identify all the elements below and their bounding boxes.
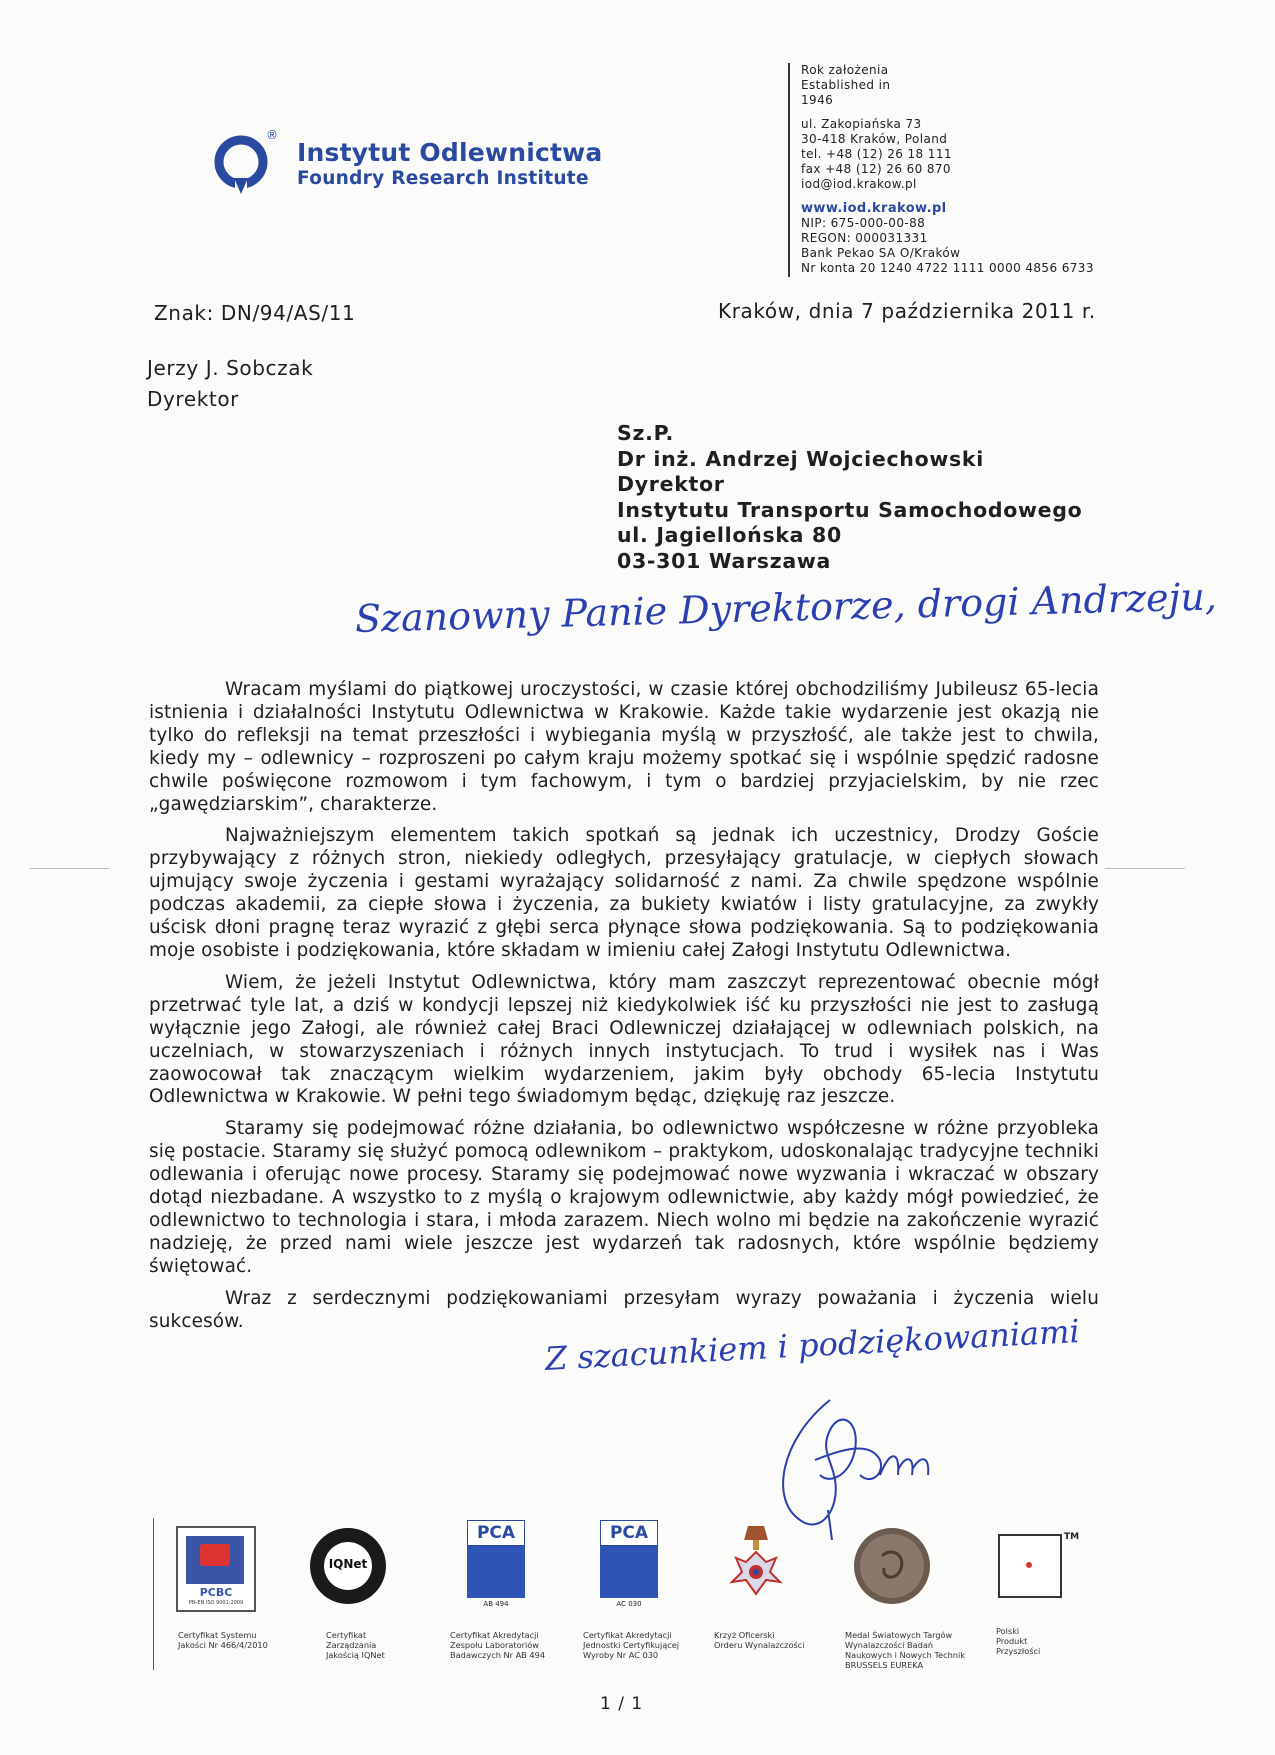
phone: tel. +48 (12) 26 18 111 (801, 147, 952, 162)
reference-number: Znak: DN/94/AS/11 (154, 301, 356, 325)
certificate-caption: Medal Światowych Targów Wynalazczości Badań Naukowych i Nowych Technik BRUSSELS EUREKA (845, 1630, 966, 1670)
founded-year: 1946 (801, 93, 834, 108)
registered-mark: ® (266, 128, 278, 142)
email: iod@iod.krakow.pl (801, 177, 917, 192)
handwritten-salutation: Szanowny Panie Dyrektorze, drogi Andrzeju, (354, 574, 1218, 641)
institute-name-pl: Instytut Odlewnictwa (297, 138, 603, 167)
footer-rule (153, 1518, 154, 1670)
pcbc-logo-subtext: PN-EN ISO 9001:2009 (188, 1600, 244, 1606)
eureka-medal-icon (852, 1526, 932, 1606)
pca-ac030-logo (600, 1520, 656, 1610)
founded-label-en: Established in (801, 78, 891, 93)
letter-body (149, 679, 1099, 1342)
nip: NIP: 675-000-00-88 (801, 215, 926, 230)
pcbc-certificate-logo (176, 1526, 256, 1612)
certificate-caption: Krzyż Oficerski Orderu Wynalazczości (714, 1630, 805, 1650)
pca-ab494-logo (467, 1520, 523, 1610)
margin-rule (30, 868, 110, 869)
regon: REGON: 000031331 (801, 231, 928, 246)
pca-logo-code: AB 494 (483, 1600, 509, 1608)
iqnet-logo-text: IQNet (328, 1557, 368, 1571)
letterhead-info (788, 63, 1094, 277)
website-link[interactable]: www.iod.krakow.pl (801, 200, 947, 216)
pcbc-logo-text: PCBC (199, 1586, 233, 1599)
body-paragraph: Wracam myślami do piątkowej uroczystości, w czasie której obchodziliśmy Jubileusz 65-lecia istnienia i działalności Instytutu Odlewnictwa w Krakowie. Każde takie wydarzenie jest okazją nie tylko do refleksji na temat przeszłości i wybiegania myślą w przyszłość, ale także jest to chwila, kiedy my – odlewnicy – rozproszeni po całym kraju możemy spotkać się i wspólnie spędzić radosne chwile poświęcone rozmowom i tym fachowym, i tym o bardziej przyjacielskim, by nie rzec „gawędziarskim”, charakterze. (149, 679, 1099, 815)
page-number: 1 / 1 (600, 1694, 644, 1714)
recipient-city: 03-301 Warszawa (617, 548, 832, 573)
address-city: 30-418 Kraków, Poland (801, 131, 948, 146)
sender-title: Dyrektor (147, 387, 240, 411)
margin-rule (1105, 868, 1185, 869)
order-cross-icon (726, 1522, 786, 1608)
body-paragraph: Staramy się podejmować różne działania, bo odlewnictwo współczesne w różne przyobleka się postacie. Staramy się służyć pomocą odlewnikom – praktykom, udoskonalając tradycyjne techniki odlewania i oferując nowe procesy. Staramy się podejmować nowe wyzwania i wkraczać w obszary dotąd niezbadane. A wszystko to z myślą o krajowym odlewnictwie, aby każdy mógł powiedzieć, że odlewnictwo to technologia i stara, i młoda zarazem. Niech wolno mi będzie na zakończenie wyrazić nadzieję, że przed nami wiele jeszcze jest wydarzeń tak radosnych, które wspólnie będziemy świętować. (149, 1118, 1099, 1277)
iqnet-certificate-logo (310, 1528, 386, 1604)
pca-logo-text: PCA (600, 1520, 658, 1546)
recipient-institution: Instytutu Transportu Samochodowego (617, 497, 1083, 522)
certificate-caption: Certyfikat Akredytacji Zespołu Laboratoriów Badawczych Nr AB 494 (450, 1630, 546, 1660)
institute-logo-icon (212, 134, 274, 196)
recipient-block (617, 421, 1082, 574)
certificate-caption: Certyfikat Systemu Jakości Nr 466/4/2010 (178, 1630, 268, 1650)
certificate-caption: Polski Produkt Przyszłości (996, 1626, 1041, 1656)
sender-name: Jerzy J. Sobczak (147, 356, 314, 380)
certificate-caption: Certyfikat Akredytacji Jednostki Certyfikującej Wyroby Nr AC 030 (583, 1630, 680, 1660)
pca-logo-code: AC 030 (616, 1600, 642, 1608)
letter-date: Kraków, dnia 7 października 2011 r. (718, 299, 1096, 323)
signature-icon (760, 1380, 980, 1540)
founded-label-pl: Rok założenia (801, 63, 889, 77)
handwritten-closing: Z szacunkiem i podziękowaniami (544, 1312, 1081, 1378)
address-street: ul. Zakopiańska 73 (801, 116, 922, 131)
institute-name-en: Foundry Research Institute (297, 168, 589, 189)
trademark-mark: TM (1064, 1532, 1080, 1542)
fax: fax +48 (12) 26 60 870 (801, 162, 951, 177)
body-paragraph: Wraz z serdecznymi podziękowaniami przesyłam wyrazy poważania i życzenia wielu sukcesów. (149, 1287, 1099, 1332)
pca-logo-text: PCA (467, 1520, 525, 1546)
recipient-name: Dr inż. Andrzej Wojciechowski (617, 446, 984, 471)
sender-block (147, 353, 313, 415)
recipient-title: Dyrektor (617, 472, 725, 496)
recipient-prefix: Sz.P. (617, 421, 675, 445)
polski-produkt-logo (998, 1534, 1062, 1598)
bank: Bank Pekao SA O/Kraków (801, 246, 961, 261)
certificate-caption: Certyfikat Zarządzania Jakością IQNet (326, 1630, 385, 1660)
body-paragraph: Najważniejszym elementem takich spotkań są jednak ich uczestnicy, Drodzy Goście przybywający z różnych stron, niekiedy odległych, przesyłający gratulacje, w ciepłych słowach ujmujący swoje życzenia i gestami wyrażający solidarność z nami. Za chwile spędzone wspólnie podczas akademii, za ciepłe słowa i życzenia, za bukiety kwiatów i listy gratulacyjne, za zwykły uścisk dłoni pragnę teraz wyrazić z głębi serca płynące słowa podziękowania. Są to podziękowania moje osobiste i podziękowania, które składam w imieniu całej Załogi Instytutu Odlewnictwa. (149, 825, 1099, 961)
body-paragraph: Wiem, że jeżeli Instytut Odlewnictwa, który mam zaszczyt reprezentować obecnie mógł przetrwać tyle lat, a dziś w kondycji lepszej niż kiedykolwiek iść ku przyszłości nie jest to zasługą wyłącznie jego Załogi, ale również całej Braci Odlewniczej działającej w odlewniach polskich, na uczelniach, w stowarzyszeniach i różnych innych instytucjach. To trud i wysiłek nas i Was zaowocował tak znaczącym wielkim wydarzeniem, jakim były obchody 65-lecia Instytutu Odlewnictwa w Krakowie. W pełni tego świadomym będąc, dziękuję raz jeszcze. (149, 971, 1099, 1108)
recipient-street: ul. Jagiellońska 80 (617, 523, 842, 547)
bank-account: Nr konta 20 1240 4722 1111 0000 4856 6733 (801, 261, 1094, 276)
